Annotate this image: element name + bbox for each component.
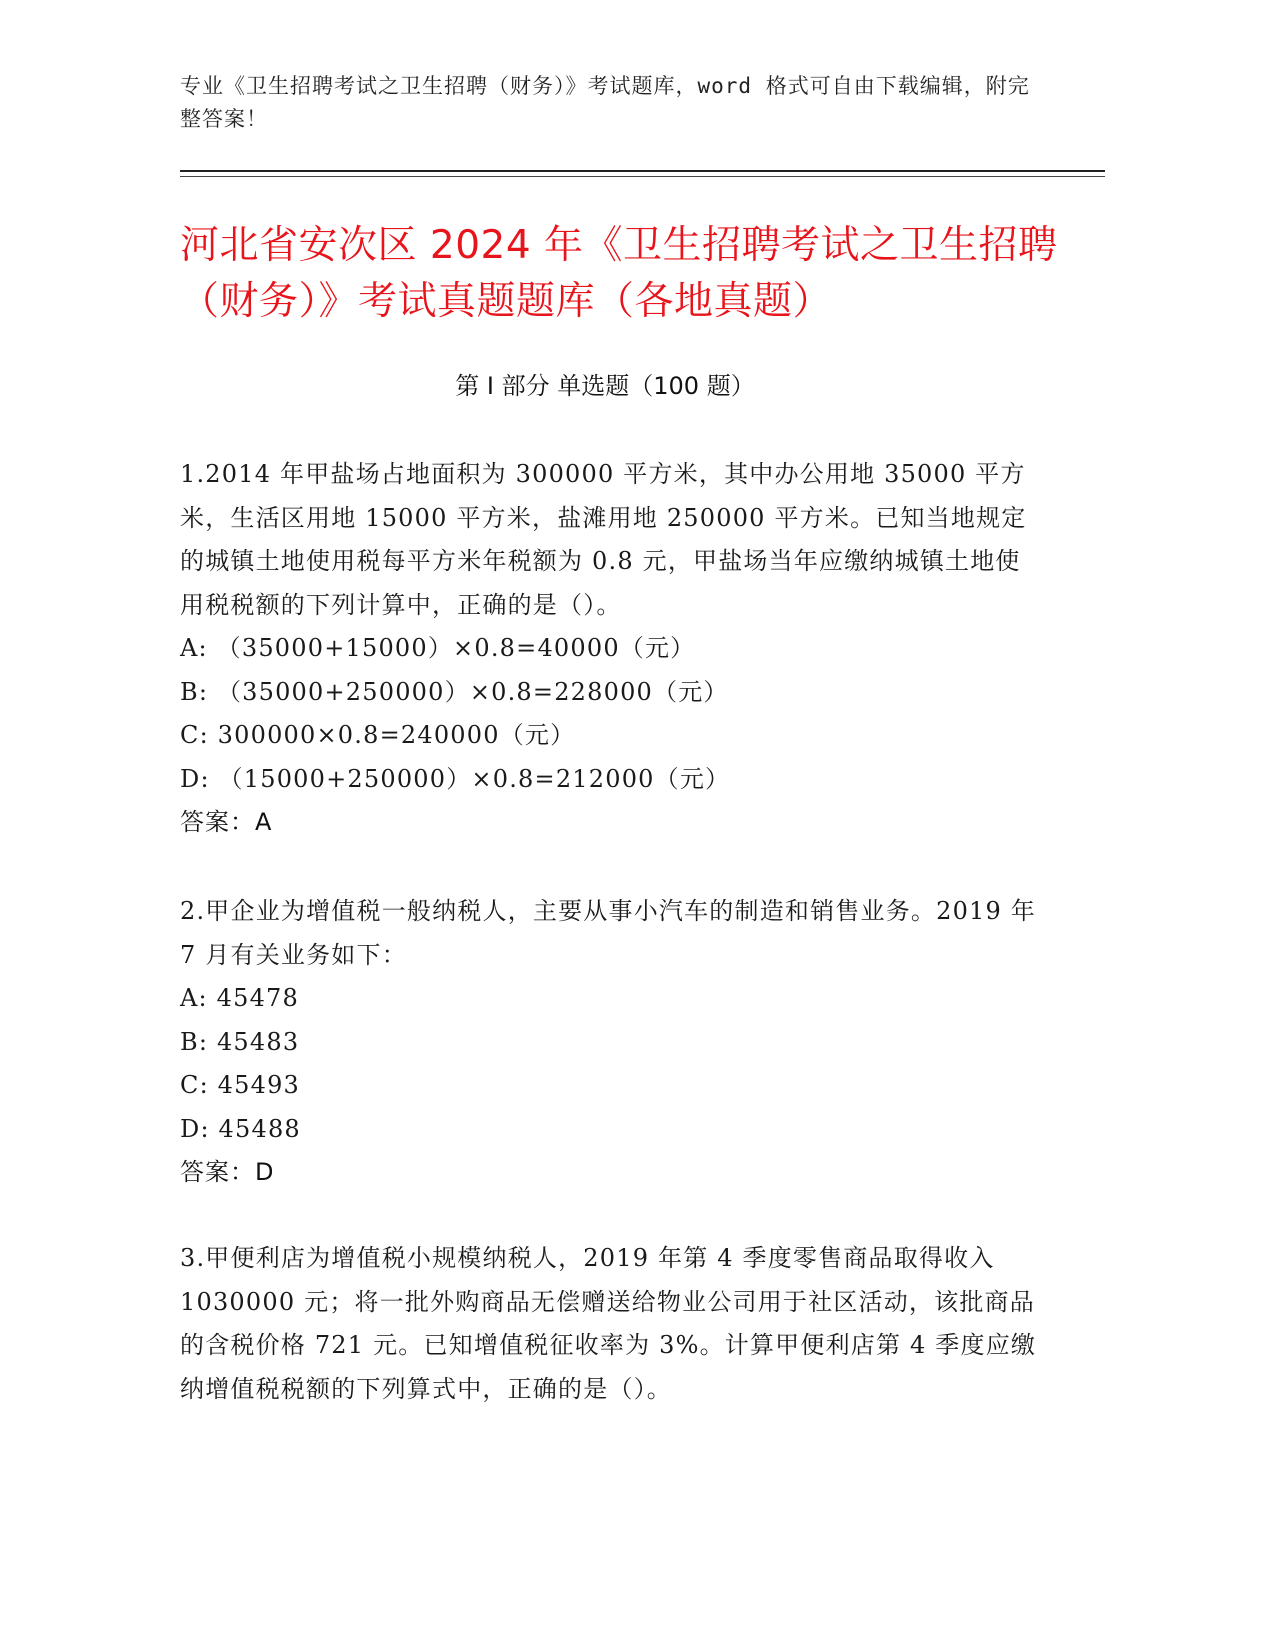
- option-a: A: （35000+15000）×0.8=40000（元）: [180, 634, 696, 662]
- option-c: C: 300000×0.8=240000（元）: [180, 721, 576, 749]
- option-d: D: （15000+250000）×0.8=212000（元）: [180, 764, 731, 793]
- option-c: C: 45493: [180, 1071, 301, 1099]
- question-3: [180, 1237, 1040, 1411]
- question-stem: 1.2014 年甲盐场占地面积为 300000 平方米，其中办公用地 35000 平方米，生活区用地 15000 平方米，盐滩用地 250000 平方米。已知当地规定的城镇土地使用税每平方米年税额为 0.8 元，甲盐场当年应缴纳城镇土地使用税税额的下列计算中，正确的是（）。: [180, 460, 1027, 619]
- header-divider-thick: [180, 170, 1105, 172]
- answer: 答案：A: [180, 808, 273, 836]
- question-stem: 2.甲企业为增值税一般纳税人，主要从事小汽车的制造和销售业务。2019 年 7 月有关业务如下：: [180, 897, 1037, 969]
- header-note: 专业《卫生招聘考试之卫生招聘（财务）》考试题库，word 格式可自由下载编辑，附完整答案！: [180, 74, 1030, 131]
- section-heading: 第 I 部分 单选题（100 题）: [455, 372, 755, 400]
- option-b: B: （35000+250000）×0.8=228000（元）: [180, 677, 729, 706]
- document-title: 河北省安次区 2024 年《卫生招聘考试之卫生招聘（财务）》考试真题题库（各地真题）: [180, 223, 1058, 324]
- question-stem: 3.甲便利店为增值税小规模纳税人，2019 年第 4 季度零售商品取得收入 1030000 元；将一批外购商品无偿赠送给物业公司用于社区活动，该批商品的含税价格 721 元。已知增值税征收率为 3%。计算甲便利店第 4 季度应缴纳增值税税额的下列算式中，正确的是（）。: [180, 1244, 1037, 1403]
- answer: 答案：D: [180, 1158, 275, 1186]
- option-b: B: 45483: [180, 1027, 300, 1056]
- header-divider-thin: [180, 176, 1105, 177]
- option-d: D: 45488: [180, 1114, 301, 1143]
- option-a: A: 45478: [180, 984, 299, 1012]
- question-1: [180, 453, 1040, 845]
- question-2: [180, 890, 1040, 1195]
